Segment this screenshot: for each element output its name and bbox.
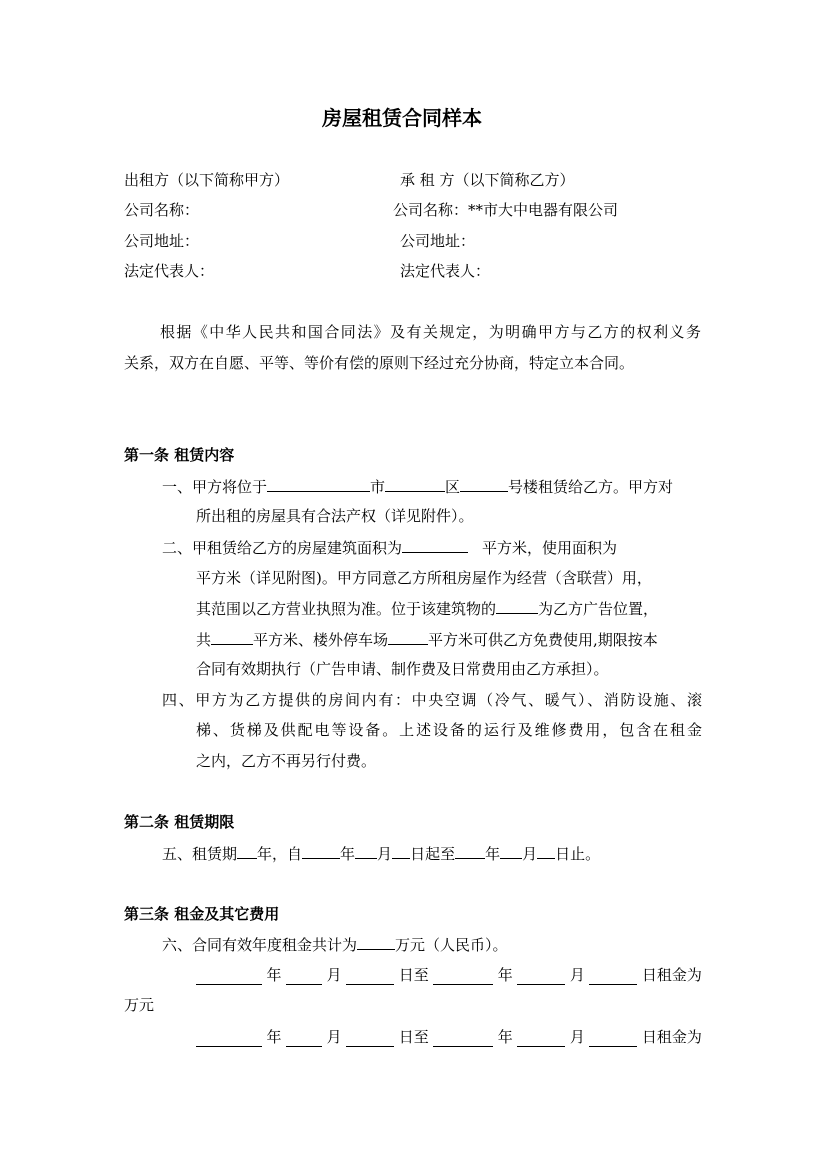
row-year-label: 年 bbox=[266, 966, 282, 984]
blank-end-day bbox=[537, 843, 555, 859]
item-5-end-year-label: 年 bbox=[485, 845, 501, 863]
article-3-heading: 第三条 租金及其它费用 bbox=[124, 905, 280, 923]
item-2-ad-text: 其范围以乙方营业执照为准。位于该建筑物的 bbox=[196, 600, 497, 618]
row-month-label: 月 bbox=[326, 1028, 342, 1046]
row-year-label: 年 bbox=[497, 966, 513, 984]
blank-start-year bbox=[302, 843, 340, 859]
item-6-text: 六、合同有效年度租金共计为 bbox=[162, 936, 358, 954]
lessor-address-label: 公司地址： bbox=[124, 232, 200, 250]
row-to-label: 日至 bbox=[398, 966, 429, 984]
page-title: 房屋租赁合同样本 bbox=[322, 106, 482, 130]
blank-building-area bbox=[402, 537, 468, 553]
item-2-line-4 bbox=[196, 629, 658, 650]
preamble-line-2: 关系，双方在自愿、平等、等价有偿的原则下经过充分协商，特定立本合同。 bbox=[124, 354, 635, 372]
blank-to-day bbox=[589, 969, 637, 985]
blank-district bbox=[385, 476, 445, 492]
blank-end-year bbox=[455, 843, 485, 859]
item-2-parking-label: 平方米、楼外停车场 bbox=[253, 631, 389, 649]
blank-from-day bbox=[346, 1031, 394, 1047]
rent-period-row-2 bbox=[196, 1027, 702, 1047]
item-1-line-2: 所出租的房屋具有合法产权（详见附件）。 bbox=[196, 507, 474, 525]
item-2-usable-area-label: 平方米，使用面积为 bbox=[482, 539, 618, 557]
item-4-line-1: 四、甲方为乙方提供的房间内有：中央空调（冷气、暖气）、消防设施、滚 bbox=[162, 691, 702, 709]
blank-start-month bbox=[355, 843, 377, 859]
item-1-district-label: 区 bbox=[445, 478, 461, 496]
item-5-end-month-label: 月 bbox=[522, 845, 538, 863]
blank-ad-location bbox=[496, 598, 538, 614]
item-5-until-label: 日起至 bbox=[410, 845, 456, 863]
blank-to-year bbox=[433, 969, 493, 985]
blank-from-year bbox=[196, 969, 262, 985]
item-1-building-label: 号楼租赁给乙方。甲方对 bbox=[508, 478, 674, 496]
item-2-ad-label: 为乙方广告位置， bbox=[538, 600, 659, 618]
row-to-label: 日至 bbox=[398, 1028, 429, 1046]
item-2-line-3 bbox=[196, 598, 658, 619]
blank-end-month bbox=[500, 843, 522, 859]
row-month-label: 月 bbox=[569, 966, 585, 984]
lessee-heading: 承 租 方（以下简称乙方） bbox=[400, 171, 575, 189]
item-5-term-label: 五、租赁期 bbox=[162, 845, 238, 863]
row-month-label: 月 bbox=[569, 1028, 585, 1046]
item-6-currency-label: 万元（人民币）。 bbox=[395, 936, 508, 954]
item-6-line bbox=[162, 934, 508, 955]
lessor-company-label: 公司名称： bbox=[124, 201, 200, 219]
row-month-label: 月 bbox=[326, 966, 342, 984]
blank-to-month bbox=[517, 969, 565, 985]
rent-period-row-1 bbox=[196, 965, 702, 985]
lessor-rep-label: 法定代表人： bbox=[124, 262, 215, 280]
preamble-line-1: 根据《中华人民共和国合同法》及有关规定，为明确甲方与乙方的权利义务 bbox=[160, 323, 701, 341]
item-5-start-year-label: 年 bbox=[340, 845, 356, 863]
lessee-address-label: 公司地址： bbox=[400, 232, 476, 250]
blank-from-year bbox=[196, 1031, 262, 1047]
blank-from-day bbox=[346, 969, 394, 985]
blank-city bbox=[267, 476, 370, 492]
blank-building bbox=[460, 476, 508, 492]
blank-from-month bbox=[286, 1031, 322, 1047]
item-1-line-1 bbox=[162, 476, 673, 497]
item-1-text: 一、甲方将位于 bbox=[162, 478, 268, 496]
item-2-line-1 bbox=[162, 537, 702, 558]
article-2-heading: 第二条 租赁期限 bbox=[124, 813, 235, 831]
blank-parking-area bbox=[388, 629, 428, 645]
item-2-line-5: 合同有效期执行（广告申请、制作费及日常费用由乙方承担）。 bbox=[196, 660, 609, 678]
row-rent-label: 日租金为 bbox=[641, 966, 702, 984]
item-5-end-label: 日止。 bbox=[555, 845, 601, 863]
blank-to-year bbox=[433, 1031, 493, 1047]
item-5-from-label: 年，自 bbox=[257, 845, 303, 863]
blank-to-day bbox=[589, 1031, 637, 1047]
blank-from-month bbox=[286, 969, 322, 985]
article-1-heading: 第一条 租赁内容 bbox=[124, 446, 235, 464]
blank-term-years bbox=[237, 843, 257, 859]
item-2-total-label: 共 bbox=[196, 631, 212, 649]
blank-start-day bbox=[392, 843, 410, 859]
item-2-text: 二、甲租赁给乙方的房屋建筑面积为 bbox=[162, 539, 403, 557]
row-rent-label: 日租金为 bbox=[641, 1028, 702, 1046]
item-4-line-2: 梯、货梯及供配电等设备。上述设备的运行及维修费用，包含在租金 bbox=[196, 721, 702, 739]
blank-to-month bbox=[517, 1031, 565, 1047]
row-year-label: 年 bbox=[497, 1028, 513, 1046]
lessee-company: 公司名称：**市大中电器有限公司 bbox=[393, 201, 619, 219]
blank-ad-area bbox=[211, 629, 253, 645]
lessor-heading: 出租方（以下简称甲方） bbox=[124, 171, 290, 189]
wanyuan-label: 万元 bbox=[124, 996, 155, 1014]
item-5-start-month-label: 月 bbox=[377, 845, 393, 863]
item-1-city-label: 市 bbox=[370, 478, 386, 496]
lessee-rep-label: 法定代表人： bbox=[400, 262, 491, 280]
item-2-free-use-text: 平方米可供乙方免费使用,期限按本 bbox=[428, 631, 658, 649]
item-4-line-3: 之内，乙方不再另行付费。 bbox=[196, 752, 377, 770]
row-year-label: 年 bbox=[266, 1028, 282, 1046]
item-5-line bbox=[162, 843, 600, 864]
blank-annual-rent bbox=[357, 934, 395, 950]
item-2-line-2: 平方米（详见附图)。甲方同意乙方所租房屋作为经营（含联营）用， bbox=[196, 569, 652, 587]
